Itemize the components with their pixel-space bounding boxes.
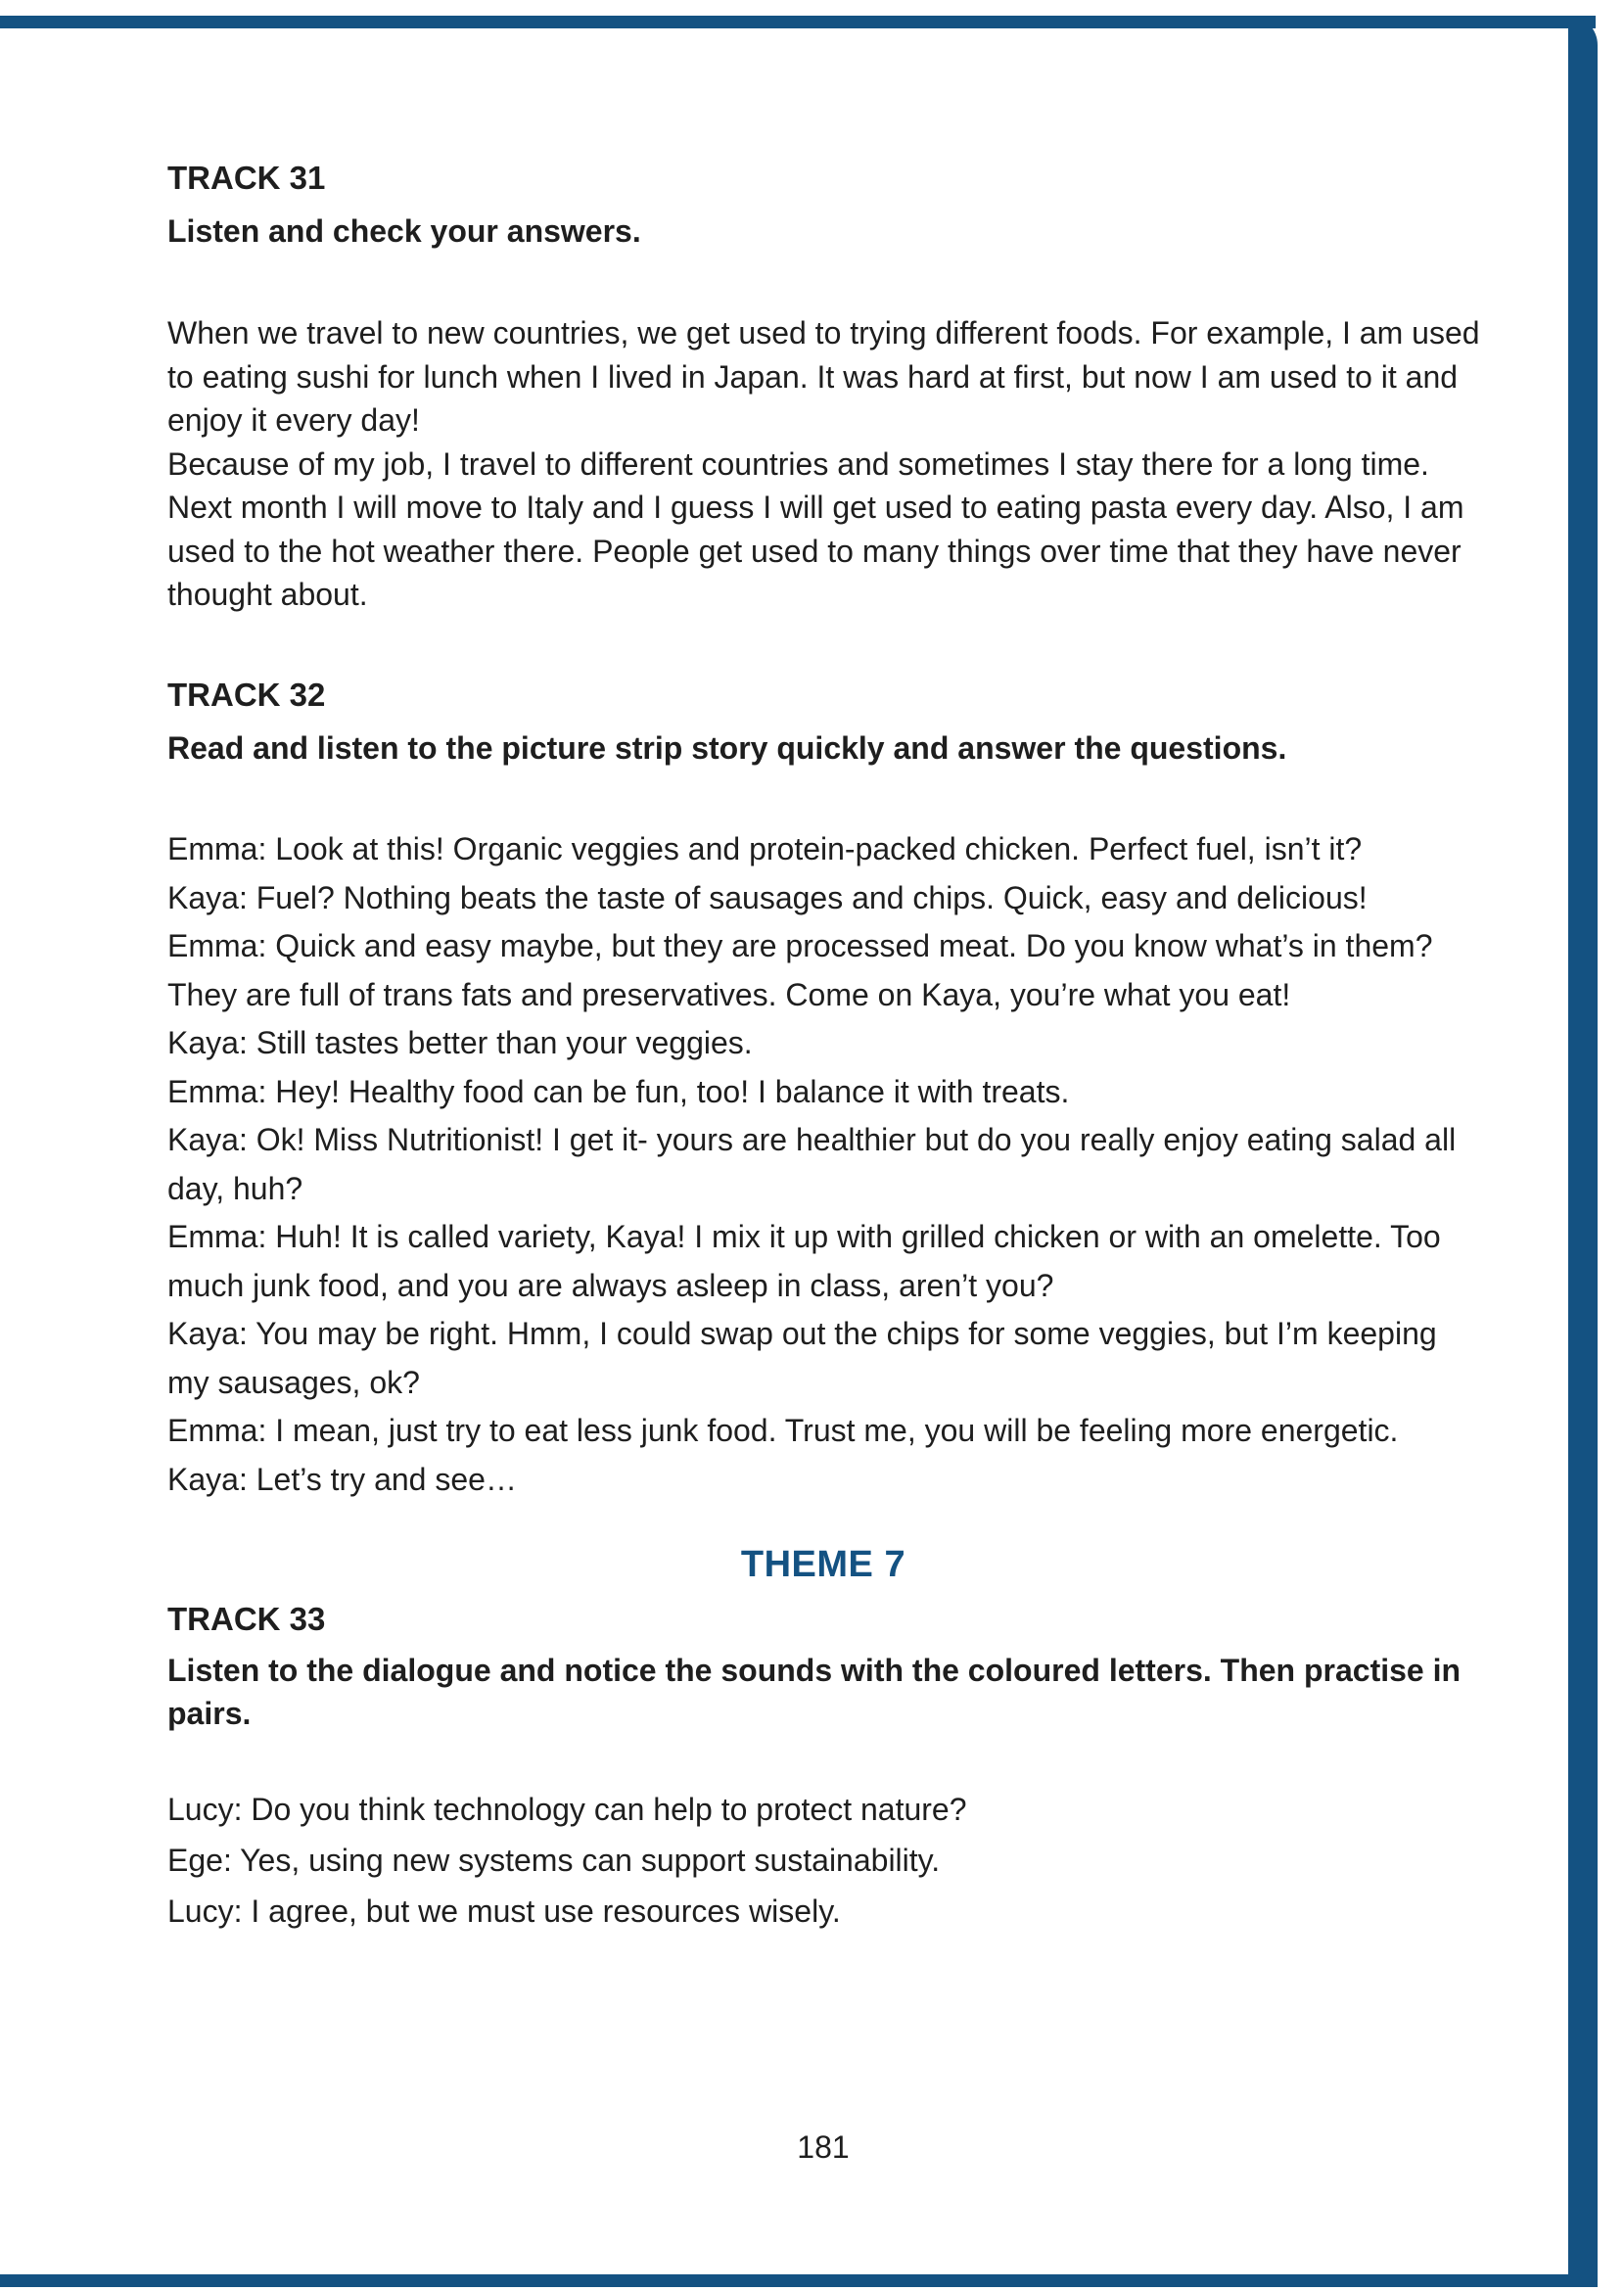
dialogue-line: Emma: Look at this! Organic veggies and protein-packed chicken. Perfect fuel, isn’t it? bbox=[167, 831, 1363, 866]
dialogue-line: Kaya: Fuel? Nothing beats the taste of sausages and chips. Quick, easy and delicious! bbox=[167, 879, 1368, 915]
dialogue-line: Kaya: You may be right. Hmm, I could swap out the chips for some veggies, but I’m keeping my sausages, ok? bbox=[167, 1316, 1437, 1400]
dialogue-line: Emma: Quick and easy maybe, but they are processed meat. Do you know what’s in them? They are full of trans fats and preservatives. Come on Kaya, you’re what you eat! bbox=[167, 928, 1433, 1012]
track-32-instruction: Read and listen to the picture strip story quickly and answer the questions. bbox=[167, 730, 1287, 766]
page-frame-bottom bbox=[0, 2274, 1596, 2287]
dialogue-line: Lucy: I agree, but we must use resources wisely. bbox=[167, 1894, 841, 1929]
dialogue-line: Ege: Yes, using new systems can support sustainability. bbox=[167, 1843, 941, 1878]
track-31-text bbox=[167, 311, 1484, 617]
theme-heading: THEME 7 bbox=[740, 1544, 906, 1585]
dialogue-line: Kaya: Ok! Miss Nutritionist! I get it- yours are healthier but do you really enjoy eating salad all day, huh? bbox=[167, 1122, 1457, 1206]
track-33-dialogue bbox=[167, 1784, 1484, 1937]
page-frame-right bbox=[1568, 16, 1598, 2287]
dialogue-line: Kaya: Let’s try and see… bbox=[167, 1461, 517, 1497]
track-31-paragraph: When we travel to new countries, we get used to trying different foods. For example, I am used to eating sushi for lunch when I lived in Japan. It was hard at first, but now I am used to it and enjoy it every day! bbox=[167, 315, 1480, 438]
dialogue-line: Emma: Huh! It is called variety, Kaya! I mix it up with grilled chicken or with an omelette. Too much junk food, and you are always asleep in class, aren’t you? bbox=[167, 1219, 1441, 1303]
dialogue-line: Emma: Hey! Healthy food can be fun, too! I balance it with treats. bbox=[167, 1073, 1070, 1109]
track-31-title: TRACK 31 bbox=[167, 160, 326, 196]
page-number: 181 bbox=[797, 2129, 850, 2165]
track-32-title: TRACK 32 bbox=[167, 677, 326, 713]
track-32-dialogue bbox=[167, 825, 1484, 1504]
track-33-instruction: Listen to the dialogue and notice the sounds with the coloured letters. Then practise in pairs. bbox=[167, 1653, 1462, 1731]
dialogue-line: Emma: I mean, just try to eat less junk food. Trust me, you will be feeling more energetic. bbox=[167, 1413, 1399, 1448]
track-31-instruction: Listen and check your answers. bbox=[167, 213, 641, 249]
track-33-title: TRACK 33 bbox=[167, 1601, 326, 1637]
track-31-paragraph: Because of my job, I travel to different countries and sometimes I stay there for a long time. Next month I will move to Italy and I guess I will get used to eating pasta every day. Also, I am used to the hot weather there. People get used to many things over time that they have never thought about. bbox=[167, 445, 1464, 612]
dialogue-line: Lucy: Do you think technology can help to protect nature? bbox=[167, 1792, 967, 1827]
dialogue-line: Kaya: Still tastes better than your veggies. bbox=[167, 1025, 753, 1060]
page-frame-top bbox=[0, 16, 1596, 28]
